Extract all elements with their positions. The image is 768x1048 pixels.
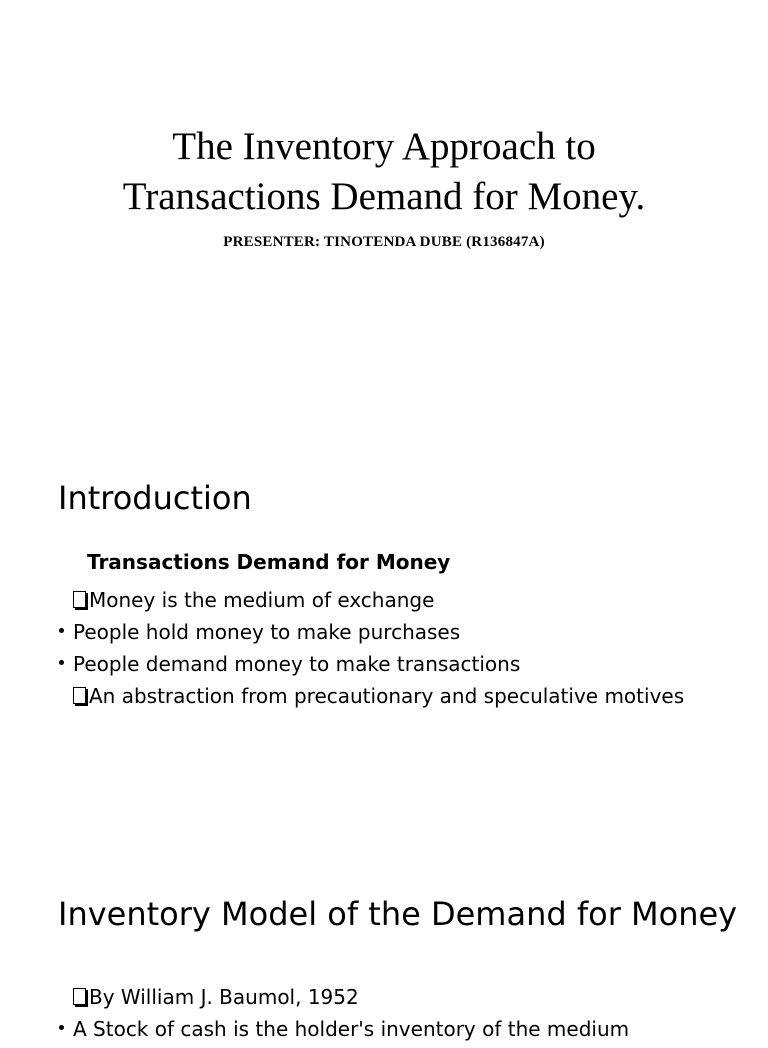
presentation-title	[0, 122, 768, 222]
bullet-dot-icon	[59, 628, 64, 633]
title-slide	[0, 0, 768, 420]
checkbox-square-icon	[73, 687, 86, 704]
bullet-list	[58, 984, 708, 1048]
checkbox-square-icon	[73, 591, 86, 608]
list-item-text: People hold money to make purchases	[73, 620, 461, 644]
introduction-slide	[0, 460, 768, 860]
list-item	[58, 984, 708, 1010]
list-item	[58, 587, 708, 613]
presenter-subtitle: PRESENTER: TINOTENDA DUBE (R136847A)	[223, 234, 545, 250]
list-item	[58, 651, 708, 677]
bullet-dot-icon	[59, 1025, 64, 1030]
bullet-list	[58, 587, 708, 715]
list-item-text: People demand money to make transactions	[73, 652, 521, 676]
list-item	[58, 619, 708, 645]
list-item-text: Money is the medium of exchange	[89, 588, 435, 612]
list-item-text: By William J. Baumol, 1952	[89, 985, 359, 1009]
slide-sub-heading: Transactions Demand for Money	[87, 550, 451, 574]
list-item-text: A Stock of cash is the holder's inventory of the medium	[73, 1017, 630, 1041]
list-item	[58, 683, 708, 709]
slide-heading: Inventory Model of the Demand for Money	[58, 895, 738, 933]
bullet-dot-icon	[59, 660, 64, 665]
checkbox-square-icon	[73, 988, 86, 1005]
list-item	[58, 1016, 708, 1042]
slide-heading: Introduction	[58, 479, 252, 517]
inventory-model-slide	[0, 880, 768, 1041]
title-line-2: Transactions Demand for Money.	[122, 175, 646, 218]
title-line-1: The Inventory Approach to	[172, 125, 596, 168]
list-item-text: An abstraction from precautionary and speculative motives	[89, 684, 685, 708]
